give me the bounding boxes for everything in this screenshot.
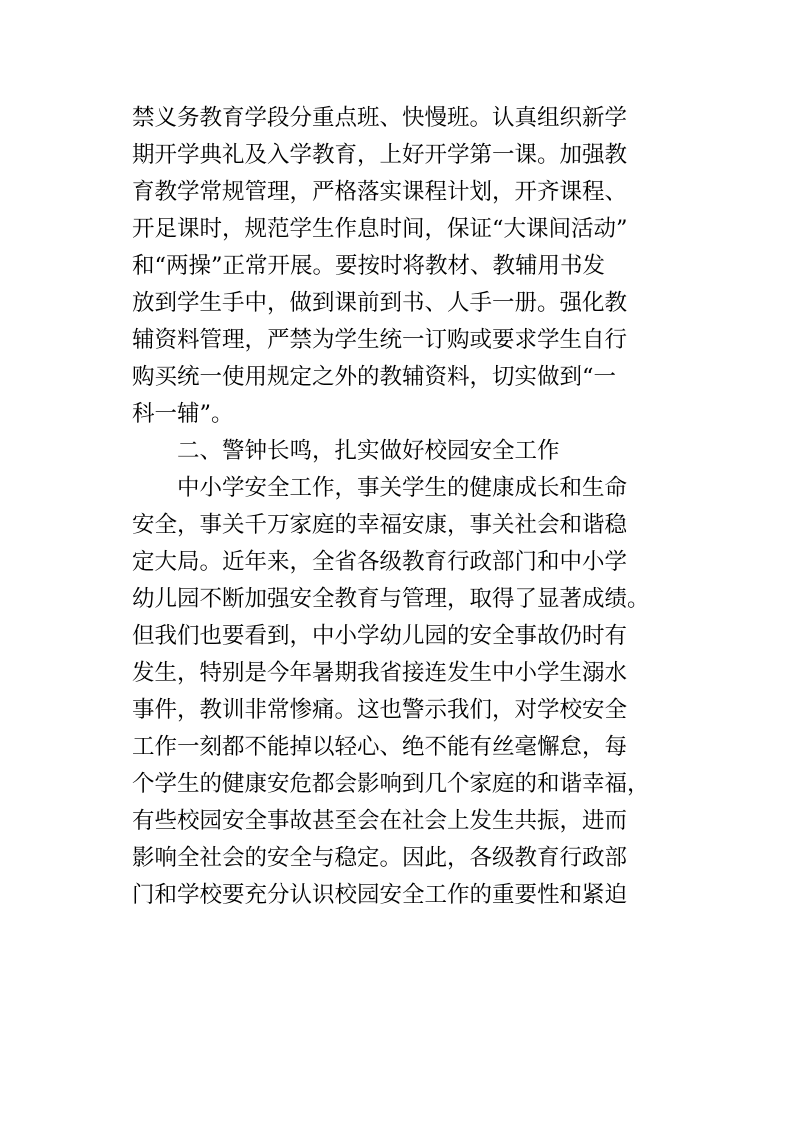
text-line: 发生，特别是今年暑期我省接连发生中小学生溺水 (132, 660, 628, 686)
text-line: 科一辅”。 (132, 401, 234, 427)
text-line: 育教学常规管理，严格落实课程计划，开齐课程、 (132, 179, 628, 205)
text-line: 事件，教训非常惨痛。这也警示我们，对学校安全 (132, 697, 628, 723)
text-line: 和“两操”正常开展。要按时将教材、教辅用书发 (132, 253, 606, 279)
text-line: 禁义务教育学段分重点班、快慢班。认真组织新学 (132, 105, 628, 131)
text-line: 购买统一使用规定之外的教辅资料，切实做到“一 (132, 364, 617, 390)
text-line: 个学生的健康安危都会影响到几个家庭的和谐幸福， (132, 771, 650, 797)
text-line: 中小学安全工作，事关学生的健康成长和生命 (177, 475, 628, 501)
text-line: 定大局。近年来，全省各级教育行政部门和中小学 (132, 549, 628, 575)
text-line: 放到学生手中，做到课前到书、人手一册。强化教 (132, 290, 628, 316)
body-text (132, 100, 672, 914)
text-line: 安全，事关千万家庭的幸福安康，事关社会和谐稳 (132, 512, 628, 538)
text-line: 期开学典礼及入学教育，上好开学第一课。加强教 (132, 142, 628, 168)
text-line: 有些校园安全事故甚至会在社会上发生共振，进而 (132, 808, 628, 834)
text-line: 幼儿园不断加强安全教育与管理，取得了显著成绩。 (132, 586, 650, 612)
text-line: 影响全社会的安全与稳定。因此，各级教育行政部 (132, 845, 628, 871)
text-line: 工作一刻都不能掉以轻心、绝不能有丝毫懈怠，每 (132, 734, 628, 760)
text-line: 辅资料管理，严禁为学生统一订购或要求学生自行 (132, 327, 628, 353)
section-heading: 二、警钟长鸣，扎实做好校园安全工作 (177, 438, 560, 464)
text-line: 但我们也要看到，中小学幼儿园的安全事故仍时有 (132, 623, 628, 649)
text-line: 开足课时，规范学生作息时间，保证“大课间活动” (132, 216, 628, 242)
text-line: 门和学校要充分认识校园安全工作的重要性和紧迫 (132, 882, 628, 908)
